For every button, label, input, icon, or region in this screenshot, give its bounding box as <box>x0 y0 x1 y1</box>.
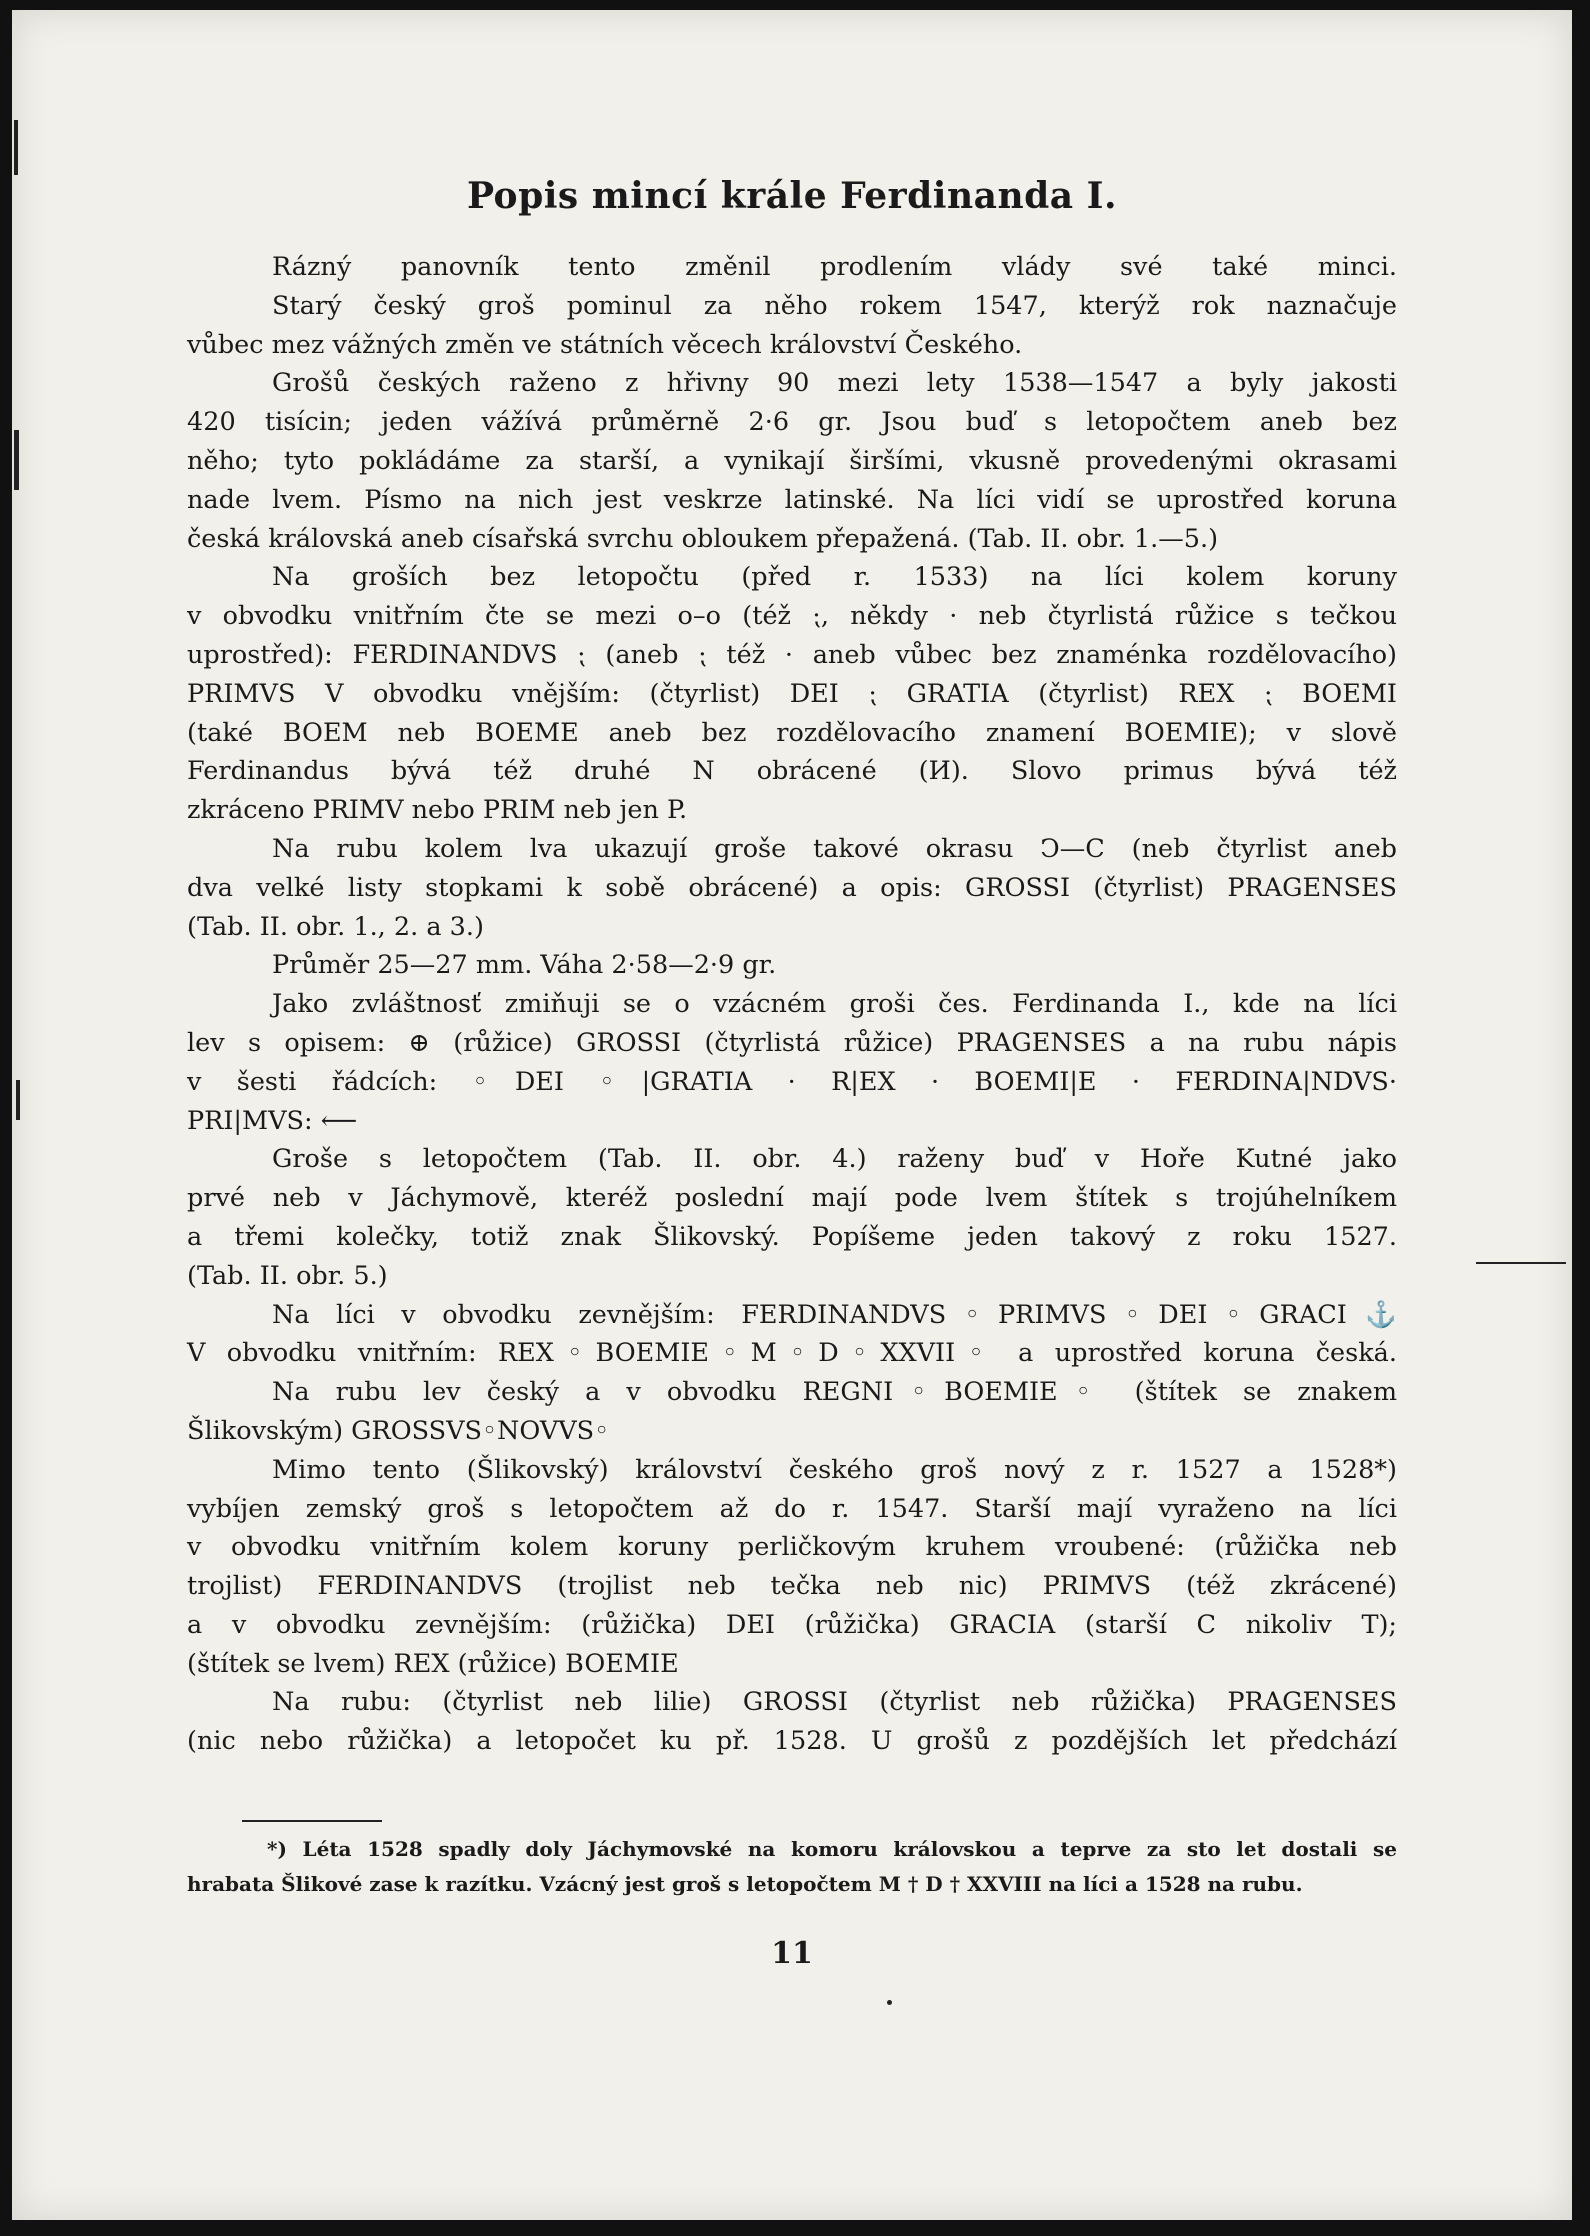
text-line: v šesti řádcích: ◦DEI ◦|GRATIA · R|EX · BOEMI|E · FERDINA|NDVS· <box>187 1066 1397 1097</box>
scan-speck <box>887 2000 892 2005</box>
scan-speck <box>1476 1262 1566 1264</box>
text-line: Groše s letopočtem (Tab. II. obr. 4.) raženy buď v Hoře Kutné jako <box>272 1144 1397 1175</box>
text-line: Na líci v obvodku zevnějším: FERDINANDVS◦PRIMVS◦DEI◦GRACI⚓ <box>272 1299 1397 1330</box>
text-line: vybíjen zemský groš s letopočtem až do r. 1547. Starší mají vyraženo na líci <box>187 1493 1397 1524</box>
text-line: Na groších bez letopočtu (před r. 1533) na líci kolem koruny <box>272 562 1397 593</box>
text-line: nade lvem. Písmo na nich jest veskrze latinské. Na líci vidí se uprostřed koruna <box>187 484 1397 515</box>
text-line: prvé neb v Jáchymově, kteréž poslední mají pode lvem štítek s trojúhelníkem <box>187 1183 1397 1214</box>
text-line: Na rubu lev český a v obvodku REGNI◦BOEMIE◦ (štítek se znakem <box>272 1377 1397 1408</box>
text-line: vůbec mez vážných změn ve státních věcech království Českého. <box>187 329 1023 360</box>
text-line: a v obvodku zevnějším: (růžička) DEI (růžička) GRACIA (starší C nikoliv T); <box>187 1609 1397 1640</box>
text-line: PRIMVS V obvodku vnějším: (čtyrlist) DEI ⁏ GRATIA (čtyrlist) REX ⁏ BOEMI <box>187 678 1397 709</box>
text-line: (také BOEM neb BOEME aneb bez rozdělovacího znamení BOEMIE); v slově <box>187 717 1397 748</box>
scan-speck <box>14 430 19 490</box>
text-line: 420 tisícin; jeden vážívá průměrně 2·6 gr. Jsou buď s letopočtem aneb bez <box>187 407 1397 438</box>
text-line: V obvodku vnitřním: REX◦BOEMIE◦M◦D◦XXVII◦ a uprostřed koruna česká. <box>187 1338 1397 1369</box>
text-line: Na rubu kolem lva ukazují groše takové okrasu Ͻ—C (neb čtyrlist aneb <box>272 833 1397 864</box>
text-line: Na rubu: (čtyrlist neb lilie) GROSSI (čtyrlist neb růžička) PRAGENSES <box>272 1687 1397 1718</box>
text-line: trojlist) FERDINANDVS (trojlist neb tečka neb nic) PRIMVS (též zkrácené) <box>187 1571 1397 1602</box>
text-line: Mimo tento (Šlikovský) království českého groš nový z r. 1527 a 1528*) <box>272 1454 1397 1485</box>
body-text <box>187 248 1397 1761</box>
text-line: Starý český groš pominul za něho rokem 1547, kterýž rok naznačuje <box>272 290 1397 321</box>
page-number: 11 <box>771 1936 813 1971</box>
scan-speck <box>14 120 18 175</box>
document-page <box>12 10 1572 2220</box>
text-line: Rázný panovník tento změnil prodlením vlády své také minci. <box>272 252 1397 282</box>
text-line: lev s opisem: ⊕ (růžice) GROSSI (čtyrlistá růžice) PRAGENSES a na rubu nápis <box>187 1027 1397 1058</box>
scan-speck <box>16 1080 20 1120</box>
text-line: Grošů českých raženo z hřivny 90 mezi lety 1538—1547 a byly jakosti <box>272 368 1397 399</box>
text-line: Ferdinandus bývá též druhé N obrácené (И). Slovo primus bývá též <box>187 756 1397 787</box>
text-line: něho; tyto pokládáme za starší, a vynikají širšími, vkusně provedenými okrasami <box>187 445 1397 476</box>
text-line: (štítek se lvem) REX (růžice) BOEMIE <box>187 1648 679 1679</box>
text-line: uprostřed): FERDINANDVS ⁏ (aneb ⁏ též · aneb vůbec bez znaménka rozdělovacího) <box>187 639 1397 670</box>
text-line: Jako zvláštnosť zmiňuji se o vzácném groši čes. Ferdinanda I., kde na líci <box>272 989 1397 1020</box>
text-line: (Tab. II. obr. 5.) <box>187 1260 388 1291</box>
text-line: a třemi kolečky, totiž znak Šlikovský. Popíšeme jeden takový z roku 1527. <box>187 1221 1397 1252</box>
text-line: dva velké listy stopkami k sobě obrácené) a opis: GROSSI (čtyrlist) PRAGENSES <box>187 872 1397 903</box>
footnote <box>187 1832 1397 1902</box>
page-title: Popis mincí krále Ferdinanda I. <box>466 175 1118 217</box>
footnote-line: *) Léta 1528 spadly doly Jáchymovské na komoru královskou a teprve za sto let dostali se <box>267 1837 1397 1861</box>
text-line: Průměr 25—27 mm. Váha 2·58—2·9 gr. <box>272 950 777 981</box>
text-line: (nic nebo růžička) a letopočet ku př. 1528. U grošů z pozdějších let předchází <box>187 1726 1397 1757</box>
text-line: zkráceno PRIMV nebo PRIM neb jen P. <box>187 795 688 826</box>
text-line: PRI|MVS: ⟵ <box>187 1105 358 1136</box>
text-line: česká královská aneb císařská svrchu obloukem přepažená. (Tab. II. obr. 1.—5.) <box>187 523 1219 554</box>
text-line: Šlikovským) GROSSVS◦NOVVS◦ <box>187 1415 610 1446</box>
footnote-rule <box>242 1820 382 1822</box>
text-line: (Tab. II. obr. 1., 2. a 3.) <box>187 911 484 942</box>
footnote-line: hrabata Šlikové zase k razítku. Vzácný jest groš s letopočtem M † D † XXVIII na líci a 1528 na rubu. <box>187 1872 1303 1896</box>
text-line: v obvodku vnitřním čte se mezi o–o (též ⁏, někdy · neb čtyrlistá růžice s tečkou <box>187 601 1397 632</box>
text-line: v obvodku vnitřním kolem koruny perličkovým kruhem vroubené: (růžička neb <box>187 1532 1397 1563</box>
